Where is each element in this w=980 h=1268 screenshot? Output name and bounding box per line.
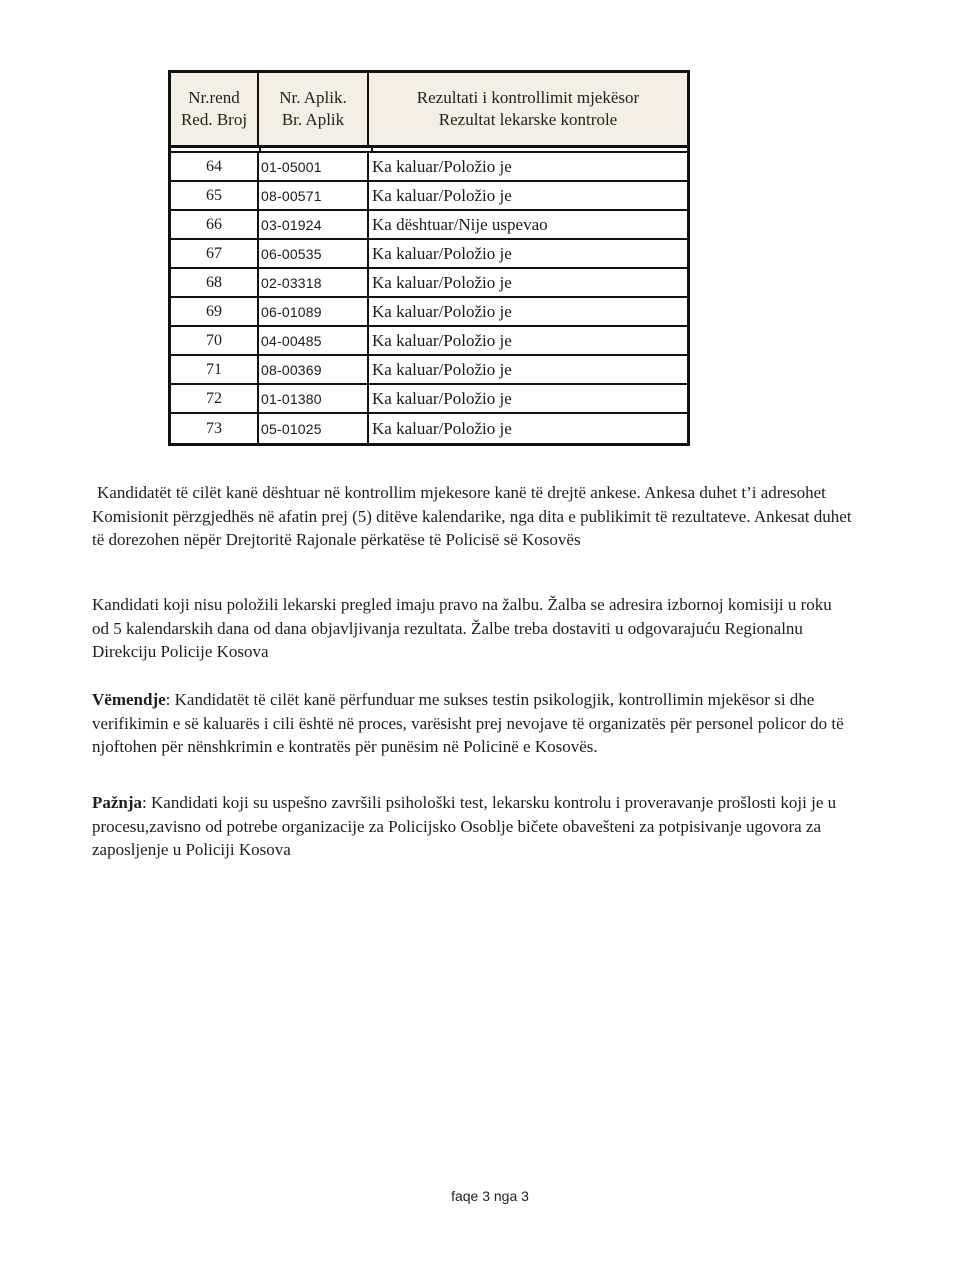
table-row (171, 153, 687, 182)
notice-text-serbian: : Kandidati koji su uspešno završili psihološki test, lekarsku kontrolu i proveravanje prošlosti koji je u procesu,zavisno od potrebe organizacije za Policijsko Osoblje bičete obavešteni za potpisivanje ugovora za zaposljenje u Policiji Kosova (92, 793, 837, 859)
cell-application-number: 04-00485 (259, 327, 369, 354)
cell-application-number: 08-00571 (259, 182, 369, 209)
table-row (171, 327, 687, 356)
table-row (171, 385, 687, 414)
cell-medical-result: Ka dështuar/Nije uspevao (372, 214, 548, 234)
cell-order-number: 70 (171, 327, 259, 354)
spacer-cell (261, 148, 373, 151)
page-number: faqe 3 nga 3 (451, 1188, 529, 1204)
cell-order-number: 73 (171, 414, 259, 443)
spacer-cell (171, 148, 261, 151)
cell-application-number: 03-01924 (259, 211, 369, 238)
cell-order-number: 68 (171, 269, 259, 296)
cell-order-number: 72 (171, 385, 259, 412)
table-row (171, 356, 687, 385)
header-medical-result (369, 73, 687, 145)
cell-application-number: 06-00535 (259, 240, 369, 267)
cell-medical-result: Ka kaluar/Položio je (372, 388, 512, 408)
header-order-number-sr: Red. Broj (180, 110, 248, 129)
cell-order-number: 69 (171, 298, 259, 325)
header-application-number-sq: Nr. Aplik. (279, 88, 347, 107)
appeal-paragraph-serbian: Kandidati koji nisu položili lekarski pregled imaju pravo na žalbu. Žalba se adresira izbornoj komisiji u roku od 5 kalendarskih dana od dana objavljivanja rezultata. Žalbe treba dostaviti u odgovarajuću Regionalnu Direkciju Policije Kosova (92, 595, 832, 661)
appeal-text-albanian: Kandidatët të cilët kanë dështuar në kontrollim mjekesore kanë të drejtë ankese. Ankesa duhet t’i adresohet Komisionit përzgjedhës në afatin prej (5) ditëve kalendarike, nga dita e publikimit të rezultateve. Ankesat duhet të dorezohen nëpër Drejtoritë Rajonale përkatëse të Policisë së Kosovës (92, 483, 852, 549)
notice-text-albanian: : Kandidatët të cilët kanë përfunduar me sukses testin psikologjik, kontrollimin mjekësor si dhe verifikimin e së kaluarës i cili është në proces, varësisht prej nevojave të organizatës për personel policor do të njoftohen për nënshkrimin e kontratës për punësim në Policinë e Kosovës. (92, 690, 844, 756)
cell-medical-result: Ka kaluar/Položio je (372, 243, 512, 263)
table-header (171, 73, 687, 148)
cell-application-number: 08-00369 (259, 356, 369, 383)
cell-medical-result: Ka kaluar/Položio je (372, 359, 512, 379)
header-medical-result-sq: Rezultati i kontrollimit mjekësor (416, 88, 640, 107)
spacer-cell (373, 148, 687, 151)
cell-order-number: 66 (171, 211, 259, 238)
cell-order-number: 71 (171, 356, 259, 383)
notice-label-serbian: Pažnja (92, 793, 143, 812)
header-application-number (259, 73, 369, 145)
cell-order-number: 65 (171, 182, 259, 209)
cell-medical-result: Ka kaluar/Položio je (372, 185, 512, 205)
header-medical-result-sr: Rezultat lekarske kontrole (438, 110, 618, 129)
table-row (171, 182, 687, 211)
header-application-number-sr: Br. Aplik (281, 110, 345, 129)
cell-medical-result: Ka kaluar/Položio je (372, 272, 512, 292)
cell-application-number: 05-01025 (259, 414, 369, 443)
cell-medical-result: Ka kaluar/Položio je (372, 418, 512, 438)
header-order-number-sq: Nr.rend (188, 88, 240, 107)
cell-order-number: 64 (171, 153, 259, 180)
table-row (171, 240, 687, 269)
cell-application-number: 06-01089 (259, 298, 369, 325)
notice-paragraph-serbian (92, 791, 852, 862)
table-row (171, 298, 687, 327)
appeal-paragraph-albanian (92, 481, 852, 552)
cell-application-number: 02-03318 (259, 269, 369, 296)
table-body (171, 153, 687, 443)
cell-application-number: 01-01380 (259, 385, 369, 412)
cell-medical-result: Ka kaluar/Položio je (372, 301, 512, 321)
header-order-number (171, 73, 259, 145)
cell-medical-result: Ka kaluar/Položio je (372, 330, 512, 350)
table-row (171, 211, 687, 240)
cell-application-number: 01-05001 (259, 153, 369, 180)
notice-label-albanian: Vëmendje (92, 690, 166, 709)
cell-medical-result: Ka kaluar/Položio je (372, 156, 512, 176)
table-row (171, 269, 687, 298)
cell-order-number: 67 (171, 240, 259, 267)
notice-paragraph-albanian (92, 688, 852, 759)
results-table (168, 70, 690, 446)
table-row (171, 414, 687, 443)
